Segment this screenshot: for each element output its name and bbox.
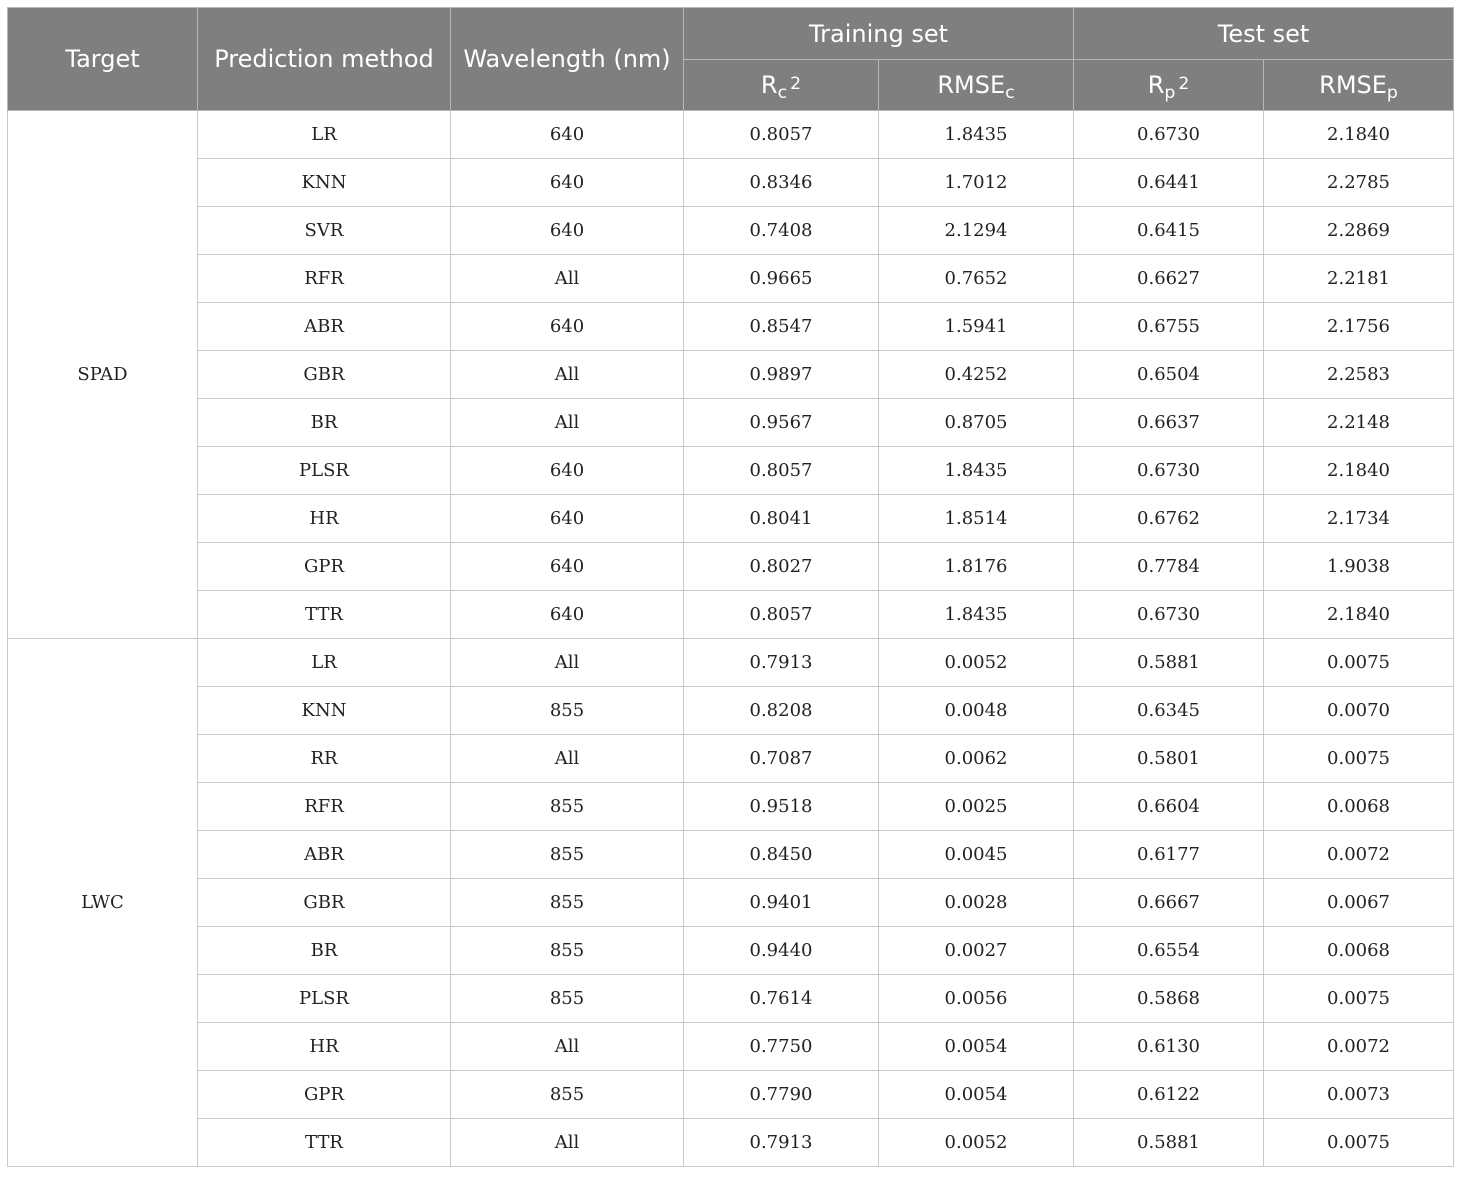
rp2-cell: 0.6730 (1074, 111, 1264, 159)
table-row (8, 639, 1454, 687)
rp2-cell: 0.6755 (1074, 303, 1264, 351)
method-cell: LR (198, 639, 451, 687)
rp2-cell: 0.6730 (1074, 591, 1264, 639)
rmsep-cell: 0.0075 (1264, 1119, 1454, 1167)
table-header (8, 8, 1454, 111)
rmsec-cell: 0.0027 (879, 927, 1074, 975)
wavelength-cell: 855 (451, 879, 684, 927)
rp2-cell: 0.6345 (1074, 687, 1264, 735)
rc2-cell: 0.8450 (684, 831, 879, 879)
header-rp2-sup: 2 (1178, 73, 1190, 94)
table-row (8, 543, 1454, 591)
rmsep-cell: 0.0068 (1264, 783, 1454, 831)
wavelength-cell: 640 (451, 111, 684, 159)
rmsec-cell: 0.0062 (879, 735, 1074, 783)
table-body (8, 111, 1454, 1167)
wavelength-cell: 640 (451, 591, 684, 639)
method-cell: LR (198, 111, 451, 159)
rmsep-cell: 2.1840 (1264, 447, 1454, 495)
rmsec-cell: 0.0052 (879, 1119, 1074, 1167)
wavelength-cell: 855 (451, 687, 684, 735)
rp2-cell: 0.6730 (1074, 447, 1264, 495)
wavelength-cell: All (451, 399, 684, 447)
header-row-groups (8, 8, 1454, 60)
rmsep-cell: 0.0072 (1264, 1023, 1454, 1071)
wavelength-cell: 855 (451, 927, 684, 975)
rmsec-cell: 1.8435 (879, 111, 1074, 159)
wavelength-cell: 640 (451, 495, 684, 543)
header-wavelength: Wavelength (nm) (451, 8, 684, 111)
rmsec-cell: 1.8176 (879, 543, 1074, 591)
method-cell: ABR (198, 303, 451, 351)
rc2-cell: 0.8208 (684, 687, 879, 735)
rp2-cell: 0.6627 (1074, 255, 1264, 303)
method-cell: ABR (198, 831, 451, 879)
header-prediction-method: Prediction method (198, 8, 451, 111)
rmsec-cell: 1.5941 (879, 303, 1074, 351)
table-row (8, 831, 1454, 879)
method-cell: RR (198, 735, 451, 783)
rc2-cell: 0.8027 (684, 543, 879, 591)
method-cell: GPR (198, 543, 451, 591)
rmsec-cell: 0.0028 (879, 879, 1074, 927)
rp2-cell: 0.6762 (1074, 495, 1264, 543)
rmsep-cell: 0.0073 (1264, 1071, 1454, 1119)
target-cell: LWC (8, 639, 198, 1167)
table-row (8, 1071, 1454, 1119)
header-rc2-sub: c (777, 83, 788, 104)
header-rmsep-base: RMSE (1319, 71, 1387, 99)
table-row (8, 399, 1454, 447)
rmsec-cell: 0.8705 (879, 399, 1074, 447)
rp2-cell: 0.6441 (1074, 159, 1264, 207)
wavelength-cell: All (451, 735, 684, 783)
method-cell: GBR (198, 351, 451, 399)
rc2-cell: 0.8346 (684, 159, 879, 207)
rmsep-cell: 0.0075 (1264, 735, 1454, 783)
rp2-cell: 0.5868 (1074, 975, 1264, 1023)
wavelength-cell: All (451, 1119, 684, 1167)
method-cell: HR (198, 1023, 451, 1071)
rmsep-cell: 1.9038 (1264, 543, 1454, 591)
rmsec-cell: 0.0025 (879, 783, 1074, 831)
rp2-cell: 0.6177 (1074, 831, 1264, 879)
rc2-cell: 0.9518 (684, 783, 879, 831)
rmsec-cell: 0.0054 (879, 1023, 1074, 1071)
rmsep-cell: 0.0072 (1264, 831, 1454, 879)
rp2-cell: 0.6130 (1074, 1023, 1264, 1071)
table-row (8, 735, 1454, 783)
rp2-cell: 0.6415 (1074, 207, 1264, 255)
method-cell: BR (198, 399, 451, 447)
header-rc2-base: R (760, 71, 778, 99)
rmsec-cell: 1.8514 (879, 495, 1074, 543)
rc2-cell: 0.8057 (684, 111, 879, 159)
wavelength-cell: 855 (451, 975, 684, 1023)
rc2-cell: 0.8057 (684, 591, 879, 639)
rmsep-cell: 0.0075 (1264, 639, 1454, 687)
header-training-set: Training set (684, 8, 1074, 60)
table-row (8, 879, 1454, 927)
rmsec-cell: 0.4252 (879, 351, 1074, 399)
rc2-cell: 0.9440 (684, 927, 879, 975)
header-rmsec-base: RMSE (937, 71, 1006, 99)
rmsec-cell: 2.1294 (879, 207, 1074, 255)
method-cell: PLSR (198, 975, 451, 1023)
rp2-cell: 0.6604 (1074, 783, 1264, 831)
rmsec-cell: 0.7652 (879, 255, 1074, 303)
rmsec-cell: 0.0048 (879, 687, 1074, 735)
rc2-cell: 0.7087 (684, 735, 879, 783)
rc2-cell: 0.8547 (684, 303, 879, 351)
rp2-cell: 0.5881 (1074, 1119, 1264, 1167)
rmsec-cell: 0.0052 (879, 639, 1074, 687)
rc2-cell: 0.9897 (684, 351, 879, 399)
rp2-cell: 0.6504 (1074, 351, 1264, 399)
method-cell: KNN (198, 159, 451, 207)
rmsep-cell: 2.1734 (1264, 495, 1454, 543)
rmsep-cell: 0.0068 (1264, 927, 1454, 975)
wavelength-cell: 640 (451, 303, 684, 351)
wavelength-cell: 640 (451, 543, 684, 591)
method-cell: PLSR (198, 447, 451, 495)
table-row (8, 783, 1454, 831)
rc2-cell: 0.7750 (684, 1023, 879, 1071)
wavelength-cell: 640 (451, 159, 684, 207)
rp2-cell: 0.6667 (1074, 879, 1264, 927)
rp2-cell: 0.6637 (1074, 399, 1264, 447)
wavelength-cell: 855 (451, 783, 684, 831)
header-rmsep-sub: p (1386, 83, 1398, 104)
rc2-cell: 0.9567 (684, 399, 879, 447)
rmsec-cell: 1.8435 (879, 447, 1074, 495)
rmsep-cell: 2.1840 (1264, 591, 1454, 639)
wavelength-cell: All (451, 1023, 684, 1071)
method-cell: HR (198, 495, 451, 543)
header-test-set: Test set (1074, 8, 1454, 60)
header-target: Target (8, 8, 198, 111)
table-row (8, 927, 1454, 975)
header-rc2-sup: 2 (790, 73, 802, 94)
rmsec-cell: 0.0054 (879, 1071, 1074, 1119)
method-cell: SVR (198, 207, 451, 255)
rmsep-cell: 2.2181 (1264, 255, 1454, 303)
rmsep-cell: 2.2785 (1264, 159, 1454, 207)
rc2-cell: 0.8041 (684, 495, 879, 543)
method-cell: GBR (198, 879, 451, 927)
table-row (8, 495, 1454, 543)
rmsep-cell: 2.2583 (1264, 351, 1454, 399)
table-row (8, 1023, 1454, 1071)
rc2-cell: 0.8057 (684, 447, 879, 495)
table-row (8, 975, 1454, 1023)
rmsep-cell: 2.1756 (1264, 303, 1454, 351)
header-rc2 (684, 60, 879, 111)
table-row (8, 159, 1454, 207)
table-row (8, 1119, 1454, 1167)
rp2-cell: 0.6122 (1074, 1071, 1264, 1119)
rc2-cell: 0.7913 (684, 1119, 879, 1167)
wavelength-cell: 640 (451, 207, 684, 255)
header-rmsec-sub: c (1005, 83, 1015, 104)
rmsec-cell: 1.7012 (879, 159, 1074, 207)
table-row (8, 207, 1454, 255)
method-cell: KNN (198, 687, 451, 735)
method-cell: GPR (198, 1071, 451, 1119)
header-rp2-base: R (1147, 71, 1165, 99)
wavelength-cell: All (451, 351, 684, 399)
header-rp2 (1074, 60, 1264, 111)
wavelength-cell: 855 (451, 831, 684, 879)
method-cell: BR (198, 927, 451, 975)
header-rmsep (1264, 60, 1454, 111)
rp2-cell: 0.5801 (1074, 735, 1264, 783)
method-cell: RFR (198, 255, 451, 303)
method-cell: TTR (198, 591, 451, 639)
rmsec-cell: 1.8435 (879, 591, 1074, 639)
wavelength-cell: All (451, 639, 684, 687)
table-row (8, 687, 1454, 735)
target-cell: SPAD (8, 111, 198, 639)
rmsep-cell: 2.2148 (1264, 399, 1454, 447)
rmsep-cell: 0.0075 (1264, 975, 1454, 1023)
header-rmsec (879, 60, 1074, 111)
rmsep-cell: 0.0067 (1264, 879, 1454, 927)
rmsec-cell: 0.0056 (879, 975, 1074, 1023)
table-row (8, 255, 1454, 303)
table-row (8, 303, 1454, 351)
rmsep-cell: 2.1840 (1264, 111, 1454, 159)
wavelength-cell: 640 (451, 447, 684, 495)
table-row (8, 447, 1454, 495)
table-row (8, 591, 1454, 639)
results-table (7, 7, 1454, 1167)
rp2-cell: 0.6554 (1074, 927, 1264, 975)
rmsep-cell: 0.0070 (1264, 687, 1454, 735)
rc2-cell: 0.9401 (684, 879, 879, 927)
table-row (8, 351, 1454, 399)
rp2-cell: 0.5881 (1074, 639, 1264, 687)
header-rp2-sub: p (1164, 83, 1176, 104)
table-row (8, 111, 1454, 159)
rmsep-cell: 2.2869 (1264, 207, 1454, 255)
method-cell: RFR (198, 783, 451, 831)
rc2-cell: 0.7408 (684, 207, 879, 255)
wavelength-cell: 855 (451, 1071, 684, 1119)
rp2-cell: 0.7784 (1074, 543, 1264, 591)
rmsec-cell: 0.0045 (879, 831, 1074, 879)
rc2-cell: 0.7913 (684, 639, 879, 687)
rc2-cell: 0.7790 (684, 1071, 879, 1119)
method-cell: TTR (198, 1119, 451, 1167)
wavelength-cell: All (451, 255, 684, 303)
rc2-cell: 0.9665 (684, 255, 879, 303)
rc2-cell: 0.7614 (684, 975, 879, 1023)
